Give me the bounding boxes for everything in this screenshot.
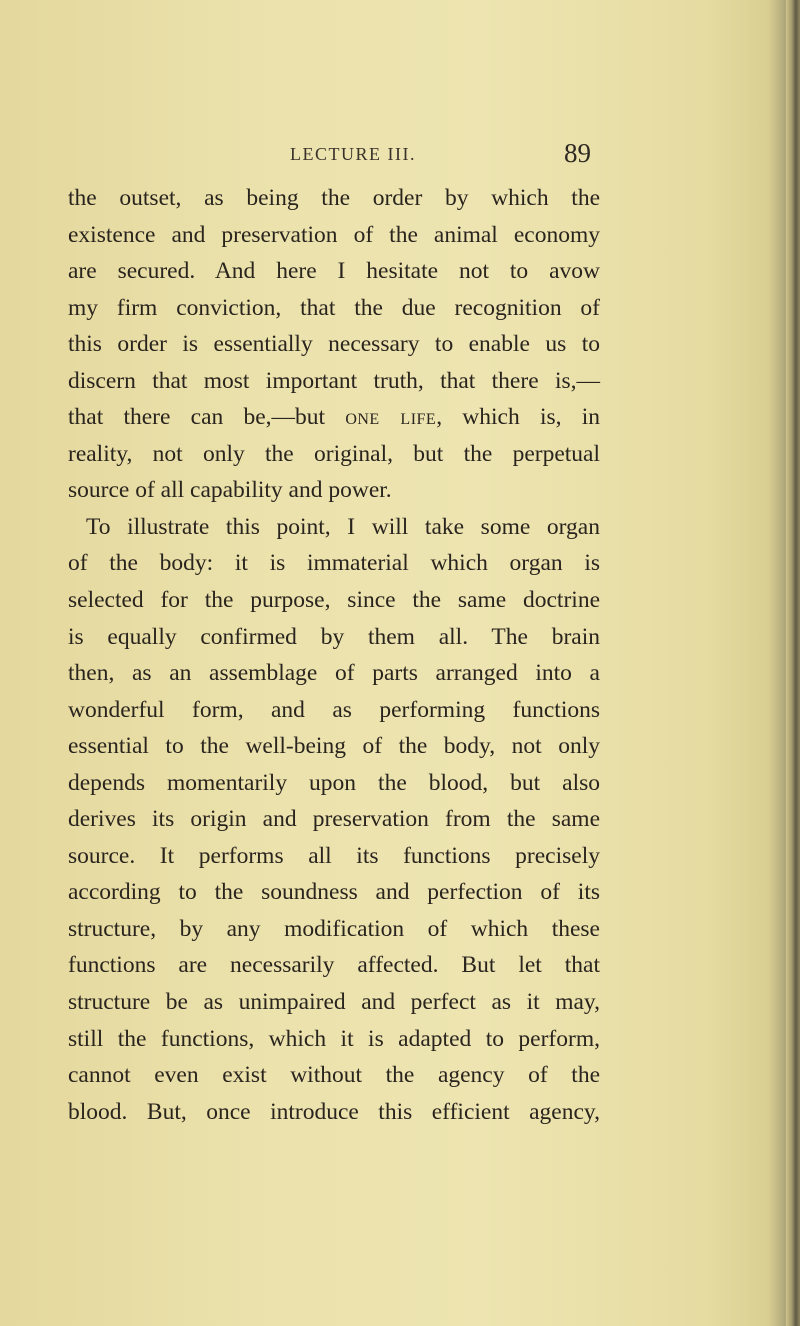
paragraph-start-line: To illustrate this point, I will take some organ	[86, 513, 600, 540]
text-line: still the functions, which it is adapted to perform,	[68, 1025, 600, 1052]
text-line: derives its origin and preservation from the same	[68, 806, 600, 833]
text-line: wonderful form, and as performing functions	[68, 696, 600, 723]
text-line: the outset, as being the order by which the	[68, 185, 600, 211]
text-line: of the body: it is immaterial which organ is	[68, 550, 600, 577]
text-line: existence and preservation of the animal economy	[68, 221, 600, 248]
page-number: 89	[564, 138, 591, 168]
text-line: cannot even exist without the agency of the	[68, 1062, 600, 1089]
page-header	[0, 138, 790, 184]
text-line: source of all capability and power.	[68, 477, 392, 504]
text-line: depends momentarily upon the blood, but also	[68, 769, 600, 796]
text-line: this order is essentially necessary to enable us to	[68, 331, 600, 358]
page-edge-shadow	[786, 0, 800, 1326]
text-fragment: , which is, in	[436, 404, 601, 431]
text-line: discern that most important truth, that there is,—	[68, 367, 600, 394]
text-line: structure be as unimpaired and perfect as it may,	[68, 989, 600, 1016]
body-text	[68, 180, 600, 1130]
text-line: blood. But, once introduce this efficient agency,	[68, 1098, 600, 1125]
text-line: structure, by any modification of which these	[68, 915, 600, 942]
text-line: source. It performs all its functions precisely	[68, 842, 600, 869]
text-line: then, as an assemblage of parts arranged into a	[68, 660, 600, 687]
text-line-with-small-caps	[68, 399, 600, 436]
text-fragment: that there can be,—but	[68, 404, 326, 431]
text-line: is equally confirmed by them all. The brain	[68, 623, 600, 650]
text-line: my firm conviction, that the due recognition of	[68, 294, 600, 321]
small-caps-phrase: one life	[345, 404, 437, 431]
text-line: are secured. And here I hesitate not to avow	[68, 258, 600, 285]
text-line: essential to the well-being of the body, not only	[68, 733, 600, 760]
text-line: according to the soundness and perfection of its	[68, 879, 600, 906]
text-line: functions are necessarily affected. But let that	[68, 952, 600, 979]
running-head: LECTURE III.	[290, 144, 416, 164]
text-line: selected for the purpose, since the same doctrine	[68, 587, 600, 614]
text-line: reality, not only the original, but the perpetual	[68, 440, 600, 467]
